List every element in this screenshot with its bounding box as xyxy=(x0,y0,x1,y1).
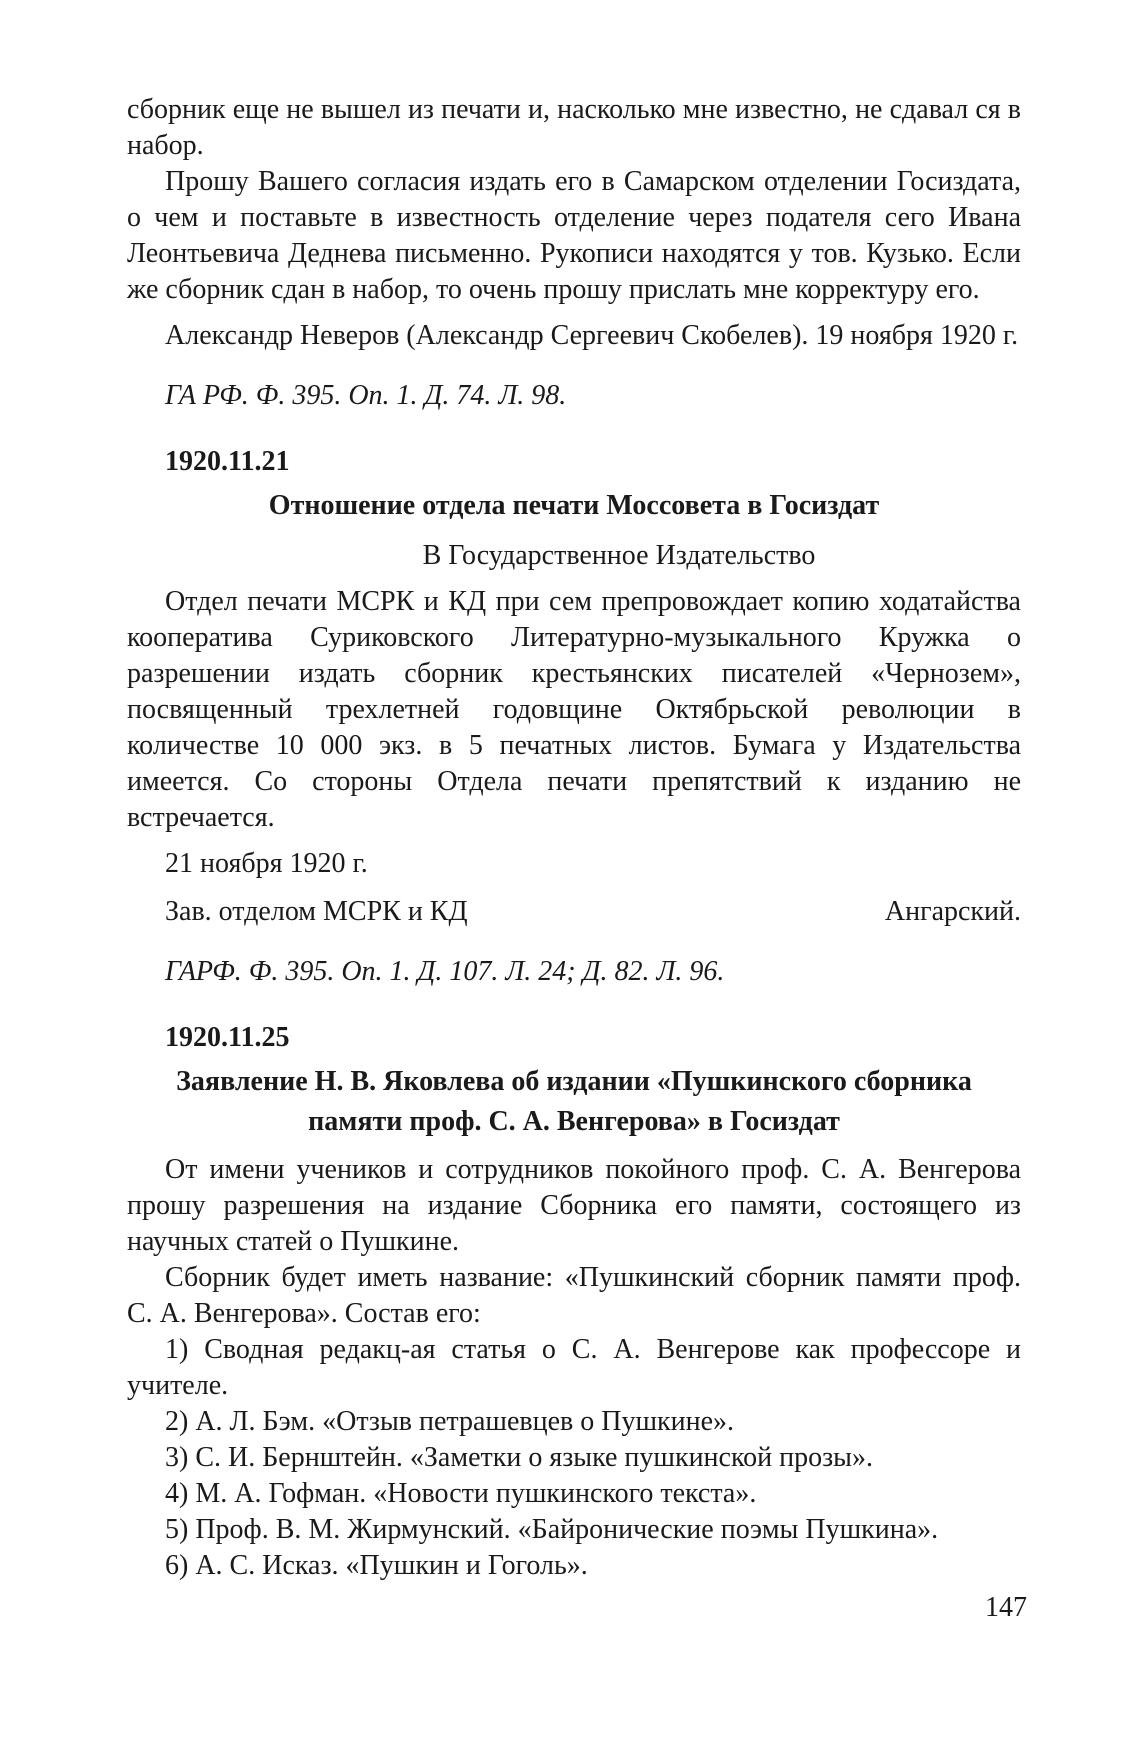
document-date: 1920.11.21 xyxy=(165,446,290,477)
archive-source: ГА РФ. Ф. 395. Оп. 1. Д. 74. Л. 98. xyxy=(165,380,567,411)
list-item: 5) Проф. В. М. Жирмунский. «Байронические поэмы Пушкина». xyxy=(165,1514,939,1545)
list-item: 1) Сводная редакц-ая статья о С. А. Венгерове как профессоре и учителе. xyxy=(127,1334,1021,1401)
signature-row xyxy=(165,894,1021,930)
paragraph: Прошу Вашего согласия издать его в Самарском отделении Госиздата, о чем и поставьте в известность отделение через подателя сего Ивана Леонтьевича Деднева письменно. Рукописи находятся у тов. Кузько. Если же сборник сдан в набор, то очень прошу прислать мне корректуру его. xyxy=(127,166,1021,305)
page-content xyxy=(127,92,1021,1584)
paragraph: Отдел печати МСРК и КД при сем препровождает копию ходатайства кооператива Суриковского Литературно-музыкального Кружка о разрешении издать сборник крестьянских писателей «Чернозем», посвященный трехлетней годовщине Октябрьской революции в количестве 10 000 экз. в 5 печатных листов. Бумага у Издательства имеется. Со стороны Отдела печати препятствий к изданию не встречается. xyxy=(127,586,1021,833)
contents-list xyxy=(127,1332,1021,1584)
list-item: 2) А. Л. Бэм. «Отзыв петрашевцев о Пушкине». xyxy=(165,1406,735,1437)
title-line: Заявление Н. В. Яковлева об издании «Пушкинского сборника xyxy=(176,1066,972,1097)
list-item: 4) М. А. Гофман. «Новости пушкинского текста». xyxy=(165,1478,757,1509)
document-title xyxy=(127,1062,1021,1142)
signer-position: Зав. отделом МСРК и КД xyxy=(165,896,468,927)
paragraph: Сборник будет иметь название: «Пушкинский сборник памяти проф. С. А. Венгерова». Состав его: xyxy=(127,1262,1021,1329)
title-line: памяти проф. С. А. Венгерова» в Госиздат xyxy=(308,1106,840,1137)
signer-name: Ангарский. xyxy=(884,896,1021,927)
list-item: 3) С. И. Бернштейн. «Заметки о языке пушкинской прозы». xyxy=(165,1442,873,1473)
archive-source: ГАРФ. Ф. 395. Оп. 1. Д. 107. Л. 24; Д. 82. Л. 96. xyxy=(165,956,725,987)
date-line: 21 ноября 1920 г. xyxy=(165,848,368,879)
list-item: 6) А. С. Исказ. «Пушкин и Гоголь». xyxy=(165,1550,588,1581)
document-date: 1920.11.25 xyxy=(165,1022,290,1053)
page-number: 147 xyxy=(985,1592,1027,1623)
paragraph: От имени учеников и сотрудников покойного проф. С. А. Венгерова прошу разрешения на издание Сборника его памяти, состоящего из научных статей о Пушкине. xyxy=(127,1154,1021,1257)
addressee: В Государственное Издательство xyxy=(422,540,816,571)
signature-line: Александр Неверов (Александр Сергеевич Скобелев). 19 ноября 1920 г. xyxy=(165,320,1019,351)
document-title: Отношение отдела печати Моссовета в Госиздат xyxy=(268,490,880,521)
paragraph-continuation: сборник еще не вышел из печати и, насколько мне известно, не сдавал ся в набор. xyxy=(127,94,1021,161)
